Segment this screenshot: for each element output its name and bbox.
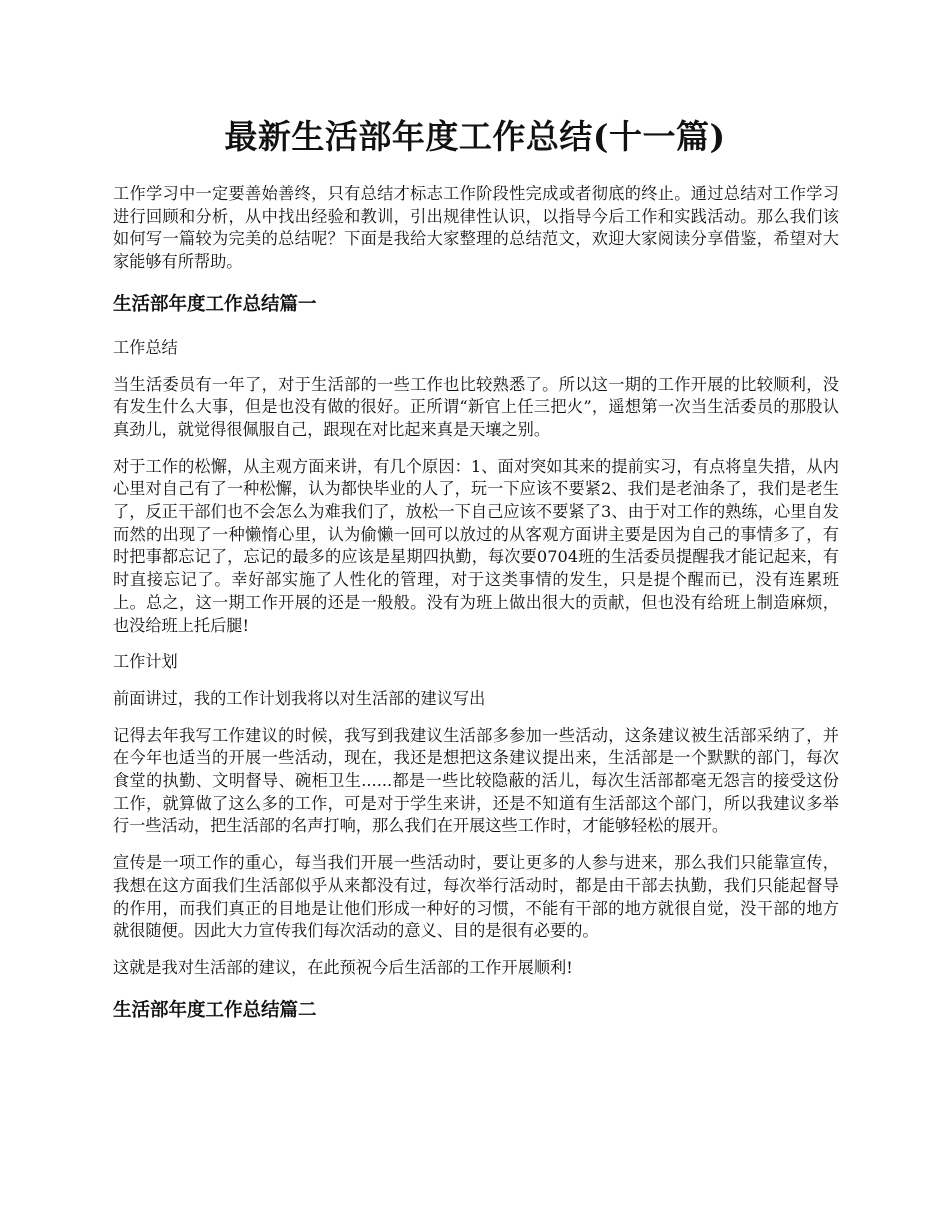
section-heading-1: 生活部年度工作总结篇一 xyxy=(113,293,317,315)
intro-paragraph: 工作学习中一定要善始善终，只有总结才标志工作阶段性完成或者彻底的终止。通过总结对工作学习进行回顾和分析，从中找出经验和教训，引出规律性认识，以指导今后工作和实践活动。那么我们该如何写一篇较为完美的总结呢？下面是我给大家整理的总结范文，欢迎大家阅读分享借鉴，希望对大家能够有所帮助。 xyxy=(113,184,839,272)
paragraph-4: 记得去年我写工作建议的时候，我写到我建议生活部多参加一些活动，这条建议被生活部采纳了，并在今年也适当的开展一些活动，现在，我还是想把这条建议提出来，生活部是一个默默的部门，每次食堂的执勤、文明督导、碗柜卫生......都是一些比较隐蔽的活儿，每次生活部都毫无怨言的接受这份工作，就算做了这么多的工作，可是对于学生来讲，还是不知道有生活部这个部门，所以我建议多举行一些活动，把生活部的名声打响，那么我们在开展这些工作时，才能够轻松的展开。 xyxy=(113,725,839,836)
subheading-work-plan: 工作计划 xyxy=(113,652,178,672)
paragraph-1: 当生活委员有一年了，对于生活部的一些工作也比较熟悉了。所以这一期的工作开展的比较顺利，没有发生什么大事，但是也没有做的很好。正所谓“新官上任三把火”，遥想第一次当生活委员的那股认真劲儿，就觉得很佩服自己，跟现在对比起来真是天壤之别。 xyxy=(113,374,839,439)
paragraph-5: 宣传是一项工作的重心，每当我们开展一些活动时，要让更多的人参与进来，那么我们只能靠宣传，我想在这方面我们生活部似乎从来都没有过，每次举行活动时，都是由干部去执勤，我们只能起督导的作用，而我们真正的目地是让他们形成一种好的习惯，不能有干部的地方就很自觉，没干部的地方就很随便。因此大力宣传我们每次活动的意义、目的是很有必要的。 xyxy=(113,853,839,941)
paragraph-6: 这就是我对生活部的建议，在此预祝今后生活部的工作开展顺利! xyxy=(113,957,573,977)
document-body xyxy=(113,183,839,1043)
paragraph-3: 前面讲过，我的工作计划我将以对生活部的建议写出 xyxy=(113,688,486,708)
section-heading-2: 生活部年度工作总结篇二 xyxy=(113,999,317,1021)
subheading-work-summary: 工作总结 xyxy=(113,337,178,357)
document-title: 最新生活部年度工作总结(十一篇) xyxy=(224,117,726,156)
paragraph-2: 对于工作的松懈，从主观方面来讲，有几个原因：1、面对突如其来的提前实习，有点将皇失措，从内心里对自己有了一种松懈，认为都快毕业的人了，玩一下应该不要紧2、我们是老油条了，我们是老生了，反正干部们也不会怎么为难我们了，放松一下自己应该不要紧了3、由于对工作的熟练，心里自发而然的出现了一种懒惰心里，认为偷懒一回可以放过的从客观方面讲主要是因为自己的事情多了，有时把事都忘记了，忘记的最多的应该是星期四执勤，每次要0704班的生活委员提醒我才能记起来，有时直接忘记了。幸好部实施了人性化的管理，对于这类事情的发生，只是提个醒而已，没有连累班上。总之，这一期工作开展的还是一般般。没有为班上做出很大的贡献，但也没有给班上制造麻烦，也没给班上托后腿! xyxy=(113,456,839,635)
